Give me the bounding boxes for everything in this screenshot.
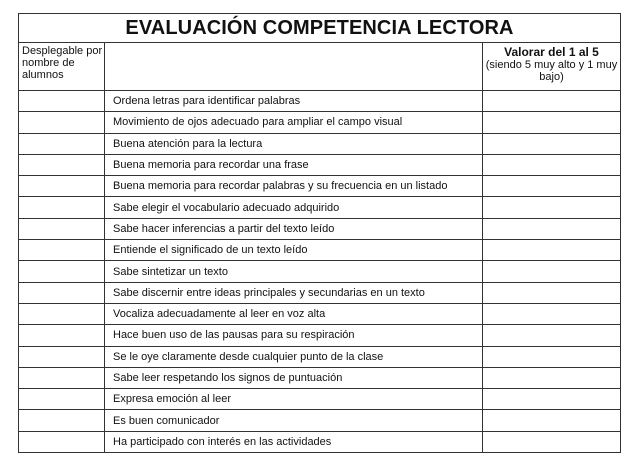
criteria-row [19, 282, 621, 303]
criteria-row [19, 346, 621, 367]
student-cell[interactable] [19, 367, 105, 388]
criteria-text: Sabe elegir el vocabulario adecuado adquirido [105, 197, 483, 218]
criteria-text: Buena memoria para recordar una frase [105, 154, 483, 175]
rating-cell[interactable] [483, 133, 621, 154]
student-cell[interactable] [19, 303, 105, 324]
criteria-text: Sabe sintetizar un texto [105, 261, 483, 282]
rating-cell[interactable] [483, 431, 621, 452]
criteria-row [19, 154, 621, 175]
rating-cell[interactable] [483, 367, 621, 388]
rating-header [483, 43, 621, 91]
criteria-text: Ha participado con interés en las actividades [105, 431, 483, 452]
student-cell[interactable] [19, 154, 105, 175]
criteria-row [19, 240, 621, 261]
criteria-row [19, 133, 621, 154]
students-dropdown-header: Desplegable por nombre de alumnos [19, 43, 105, 91]
criteria-text: Hace buen uso de las pausas para su respiración [105, 325, 483, 346]
criteria-text: Buena memoria para recordar palabras y su frecuencia en un listado [105, 176, 483, 197]
criteria-text: Buena atención para la lectura [105, 133, 483, 154]
criteria-row [19, 176, 621, 197]
rating-cell[interactable] [483, 325, 621, 346]
rating-cell[interactable] [483, 303, 621, 324]
student-cell[interactable] [19, 91, 105, 112]
rating-cell[interactable] [483, 240, 621, 261]
criteria-header-cell [105, 43, 483, 91]
criteria-text: Vocaliza adecuadamente al leer en voz alta [105, 303, 483, 324]
criteria-text: Sabe hacer inferencias a partir del texto leído [105, 218, 483, 239]
rating-cell[interactable] [483, 389, 621, 410]
student-cell[interactable] [19, 346, 105, 367]
student-cell[interactable] [19, 133, 105, 154]
rating-cell[interactable] [483, 346, 621, 367]
criteria-row [19, 410, 621, 431]
student-cell[interactable] [19, 410, 105, 431]
criteria-text: Expresa emoción al leer [105, 389, 483, 410]
criteria-row [19, 218, 621, 239]
student-cell[interactable] [19, 112, 105, 133]
criteria-row [19, 261, 621, 282]
evaluation-table [18, 13, 621, 453]
rating-cell[interactable] [483, 197, 621, 218]
student-cell[interactable] [19, 240, 105, 261]
rating-cell[interactable] [483, 91, 621, 112]
student-cell[interactable] [19, 176, 105, 197]
rating-cell[interactable] [483, 218, 621, 239]
criteria-text: Ordena letras para identificar palabras [105, 91, 483, 112]
criteria-row [19, 389, 621, 410]
sheet-title: EVALUACIÓN COMPETENCIA LECTORA [19, 14, 621, 43]
criteria-row [19, 367, 621, 388]
criteria-row [19, 112, 621, 133]
student-cell[interactable] [19, 325, 105, 346]
rating-cell[interactable] [483, 112, 621, 133]
criteria-text: Movimiento de ojos adecuado para ampliar el campo visual [105, 112, 483, 133]
criteria-row [19, 431, 621, 452]
rating-cell[interactable] [483, 154, 621, 175]
rating-hint: (siendo 5 muy alto y 1 muy bajo) [485, 59, 618, 83]
rating-cell[interactable] [483, 410, 621, 431]
criteria-text: Sabe discernir entre ideas principales y secundarias en un texto [105, 282, 483, 303]
student-cell[interactable] [19, 197, 105, 218]
student-cell[interactable] [19, 261, 105, 282]
criteria-row [19, 91, 621, 112]
criteria-text: Entiende el significado de un texto leído [105, 240, 483, 261]
student-cell[interactable] [19, 389, 105, 410]
criteria-text: Se le oye claramente desde cualquier punto de la clase [105, 346, 483, 367]
student-cell[interactable] [19, 431, 105, 452]
rating-cell[interactable] [483, 176, 621, 197]
rating-cell[interactable] [483, 261, 621, 282]
criteria-text: Es buen comunicador [105, 410, 483, 431]
student-cell[interactable] [19, 218, 105, 239]
rating-label: Valorar del 1 al 5 [504, 45, 599, 59]
criteria-text: Sabe leer respetando los signos de puntuación [105, 367, 483, 388]
rating-cell[interactable] [483, 282, 621, 303]
criteria-row [19, 325, 621, 346]
evaluation-sheet [18, 13, 620, 447]
student-cell[interactable] [19, 282, 105, 303]
criteria-row [19, 197, 621, 218]
criteria-row [19, 303, 621, 324]
